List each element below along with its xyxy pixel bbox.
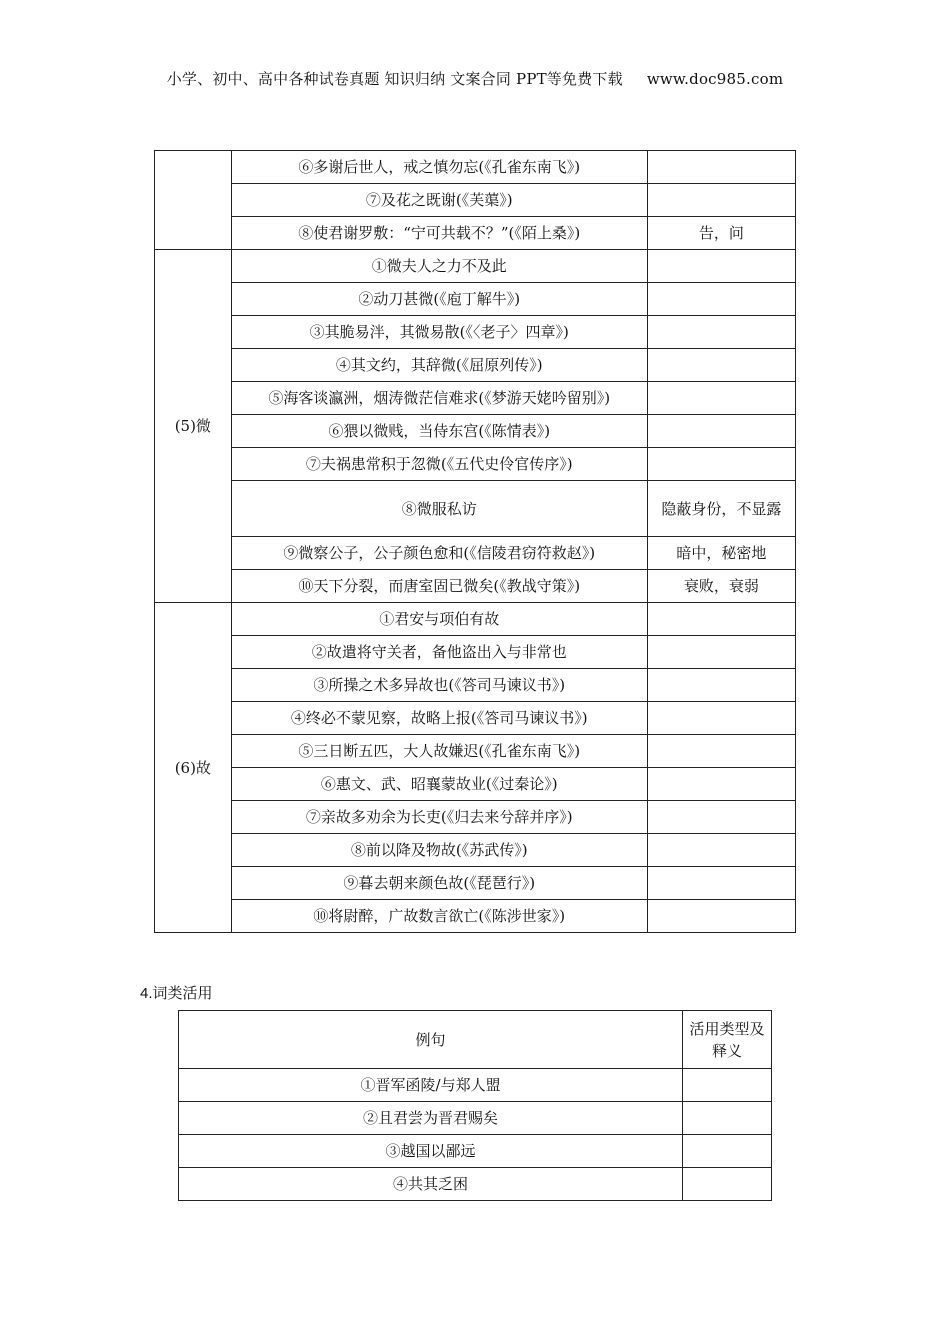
example-cell: ⑩天下分裂，而唐室固已微矣(《教战守策》) bbox=[231, 570, 647, 603]
table-row bbox=[155, 349, 796, 382]
table-row bbox=[155, 834, 796, 867]
meaning-cell bbox=[647, 801, 795, 834]
type-cell bbox=[683, 1168, 772, 1201]
meaning-cell bbox=[647, 900, 795, 933]
table-row bbox=[179, 1102, 772, 1135]
example-cell: ⑦及花之既谢(《芙蕖》) bbox=[231, 184, 647, 217]
meaning-cell bbox=[647, 636, 795, 669]
meaning-cell bbox=[647, 702, 795, 735]
meaning-cell bbox=[647, 415, 795, 448]
table-row bbox=[155, 603, 796, 636]
example-cell: ⑤海客谈瀛洲，烟涛微茫信难求(《梦游天姥吟留别》) bbox=[231, 382, 647, 415]
example-cell: ③越国以鄙远 bbox=[179, 1135, 683, 1168]
word-meaning-table bbox=[154, 150, 796, 933]
example-cell: ①晋军函陵/与郑人盟 bbox=[179, 1069, 683, 1102]
example-cell: ②故遣将守关者，备他盗出入与非常也 bbox=[231, 636, 647, 669]
table-row bbox=[179, 1168, 772, 1201]
meaning-cell: 暗中，秘密地 bbox=[647, 537, 795, 570]
meaning-cell: 隐蔽身份，不显露 bbox=[647, 481, 795, 537]
column-header-example: 例句 bbox=[179, 1011, 683, 1069]
table-row bbox=[155, 448, 796, 481]
table-row bbox=[155, 250, 796, 283]
table-row bbox=[179, 1069, 772, 1102]
table-row bbox=[155, 481, 796, 537]
example-cell: ⑧使君谢罗敷：“宁可共载不？”(《陌上桑》) bbox=[231, 217, 647, 250]
meaning-cell: 衰败，衰弱 bbox=[647, 570, 795, 603]
example-cell: ⑦亲故多劝余为长吏(《归去来兮辞并序》) bbox=[231, 801, 647, 834]
meaning-cell bbox=[647, 184, 795, 217]
example-cell: ⑤三日断五匹，大人故嫌迟(《孔雀东南飞》) bbox=[231, 735, 647, 768]
section-title: 4.词类活用 bbox=[140, 985, 213, 1002]
table-row bbox=[155, 636, 796, 669]
table-row bbox=[155, 283, 796, 316]
example-cell: ⑥猥以微贱，当侍东宫(《陈情表》) bbox=[231, 415, 647, 448]
meaning-cell bbox=[647, 735, 795, 768]
table-row bbox=[155, 537, 796, 570]
meaning-cell bbox=[647, 382, 795, 415]
meaning-cell: 告，问 bbox=[647, 217, 795, 250]
example-cell: ②且君尝为晋君赐矣 bbox=[179, 1102, 683, 1135]
header-text: 小学、初中、高中各种试卷真题 知识归纳 文案合同 PPT等免费下载 bbox=[166, 70, 623, 88]
table-row bbox=[155, 669, 796, 702]
table-header-row bbox=[179, 1011, 772, 1069]
type-cell bbox=[683, 1069, 772, 1102]
meaning-cell bbox=[647, 283, 795, 316]
example-cell: ⑨暮去朝来颜色故(《琵琶行》) bbox=[231, 867, 647, 900]
table-row bbox=[155, 735, 796, 768]
meaning-cell bbox=[647, 250, 795, 283]
example-cell: ③其脆易泮，其微易散(《〈老子〉四章》) bbox=[231, 316, 647, 349]
type-cell bbox=[683, 1102, 772, 1135]
table-row bbox=[155, 415, 796, 448]
meaning-cell bbox=[647, 669, 795, 702]
example-cell: ①君安与项伯有故 bbox=[231, 603, 647, 636]
group-label-cell: (6)故 bbox=[155, 603, 232, 933]
example-cell: ⑧微服私访 bbox=[231, 481, 647, 537]
column-header-type: 活用类型及释义 bbox=[683, 1011, 772, 1069]
group-label-cell: (5)微 bbox=[155, 250, 232, 603]
example-cell: ⑥惠文、武、昭襄蒙故业(《过秦论》) bbox=[231, 768, 647, 801]
header-site: www.doc985.com bbox=[646, 70, 784, 88]
table-row bbox=[155, 217, 796, 250]
meaning-cell bbox=[647, 151, 795, 184]
table-row bbox=[155, 316, 796, 349]
table-row bbox=[179, 1135, 772, 1168]
meaning-cell bbox=[647, 834, 795, 867]
meaning-cell bbox=[647, 867, 795, 900]
table-row bbox=[155, 702, 796, 735]
page-header bbox=[0, 68, 950, 89]
word-class-table bbox=[178, 1010, 772, 1201]
example-cell: ④终必不蒙见察，故略上报(《答司马谏议书》) bbox=[231, 702, 647, 735]
table-row bbox=[155, 570, 796, 603]
meaning-cell bbox=[647, 316, 795, 349]
group-label-cell bbox=[155, 151, 232, 250]
example-cell: ③所操之术多异故也(《答司马谏议书》) bbox=[231, 669, 647, 702]
meaning-cell bbox=[647, 349, 795, 382]
example-cell: ⑦夫祸患常积于忽微(《五代史伶官传序》) bbox=[231, 448, 647, 481]
example-cell: ①微夫人之力不及此 bbox=[231, 250, 647, 283]
table-row bbox=[155, 801, 796, 834]
meaning-cell bbox=[647, 448, 795, 481]
example-cell: ④其文约，其辞微(《屈原列传》) bbox=[231, 349, 647, 382]
example-cell: ⑨微察公子，公子颜色愈和(《信陵君窃符救赵》) bbox=[231, 537, 647, 570]
type-cell bbox=[683, 1135, 772, 1168]
table-row bbox=[155, 151, 796, 184]
table-row bbox=[155, 867, 796, 900]
table-row bbox=[155, 382, 796, 415]
meaning-cell bbox=[647, 603, 795, 636]
table-row bbox=[155, 900, 796, 933]
example-cell: ⑥多谢后世人，戒之慎勿忘(《孔雀东南飞》) bbox=[231, 151, 647, 184]
table-row bbox=[155, 184, 796, 217]
meaning-cell bbox=[647, 768, 795, 801]
example-cell: ④共其乏困 bbox=[179, 1168, 683, 1201]
table-row bbox=[155, 768, 796, 801]
example-cell: ⑧前以降及物故(《苏武传》) bbox=[231, 834, 647, 867]
example-cell: ②动刀甚微(《庖丁解牛》) bbox=[231, 283, 647, 316]
example-cell: ⑩将尉醉，广故数言欲亡(《陈涉世家》) bbox=[231, 900, 647, 933]
